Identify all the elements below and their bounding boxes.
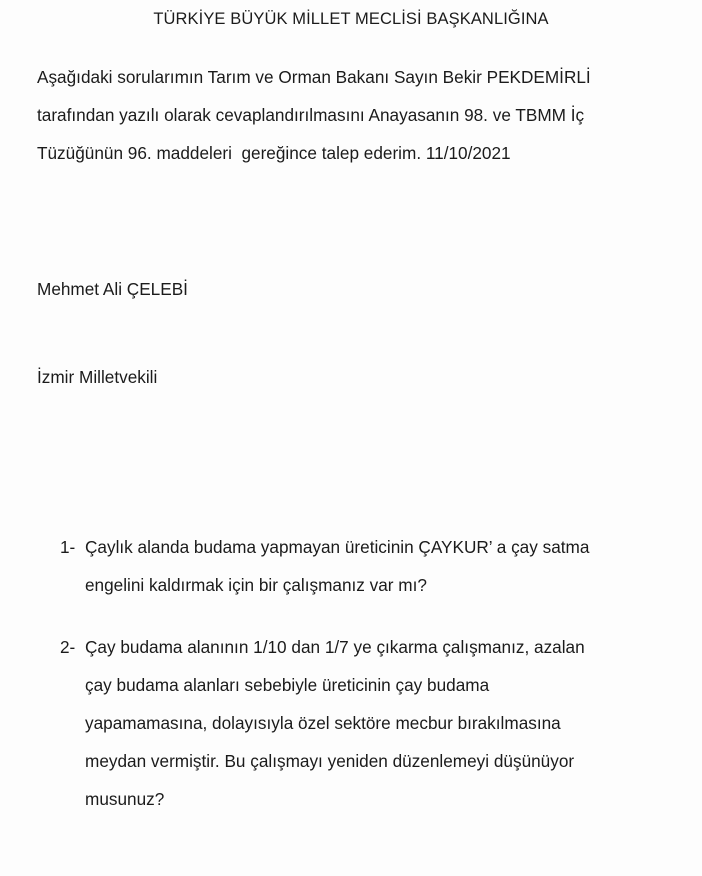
question-line: meydan vermiştir. Bu çalışmayı yeniden düzenlemeyi düşünüyor	[85, 751, 575, 771]
question-line: Çay budama alanının 1/10 dan 1/7 ye çıkarma çalışmanız, azalan	[85, 637, 585, 657]
question-item	[0, 628, 702, 818]
signer-name: Mehmet Ali ÇELEBİ	[37, 279, 188, 299]
intro-paragraph	[37, 58, 667, 172]
question-item	[0, 528, 702, 604]
questions-list	[0, 528, 702, 842]
intro-line: tarafından yazılı olarak cevaplandırılmasını Anayasanın 98. ve TBMM İç	[37, 105, 585, 125]
question-text	[85, 528, 702, 604]
question-line: engelini kaldırmak için bir çalışmanız var mı?	[85, 575, 427, 595]
intro-line: Tüzüğünün 96. maddeleri gereğince talep ederim. 11/10/2021	[37, 143, 511, 163]
question-text	[85, 628, 702, 818]
signer-role: İzmir Milletvekili	[37, 367, 158, 387]
question-line: Çaylık alanda budama yapmayan üreticinin ÇAYKUR’ a çay satma	[85, 537, 590, 557]
question-line: musunuz?	[85, 789, 165, 809]
question-line: çay budama alanları sebebiyle üreticinin çay budama	[85, 675, 490, 695]
question-marker: 2-	[60, 637, 76, 657]
page-title: TÜRKİYE BÜYÜK MİLLET MECLİSİ BAŞKANLIĞINA	[153, 10, 549, 28]
question-line: yapamamasına, dolayısıyla özel sektöre mecbur bırakılmasına	[85, 713, 561, 733]
intro-line: Aşağıdaki sorularımın Tarım ve Orman Bakanı Sayın Bekir PEKDEMİRLİ	[37, 67, 591, 87]
question-marker: 1-	[60, 537, 76, 557]
